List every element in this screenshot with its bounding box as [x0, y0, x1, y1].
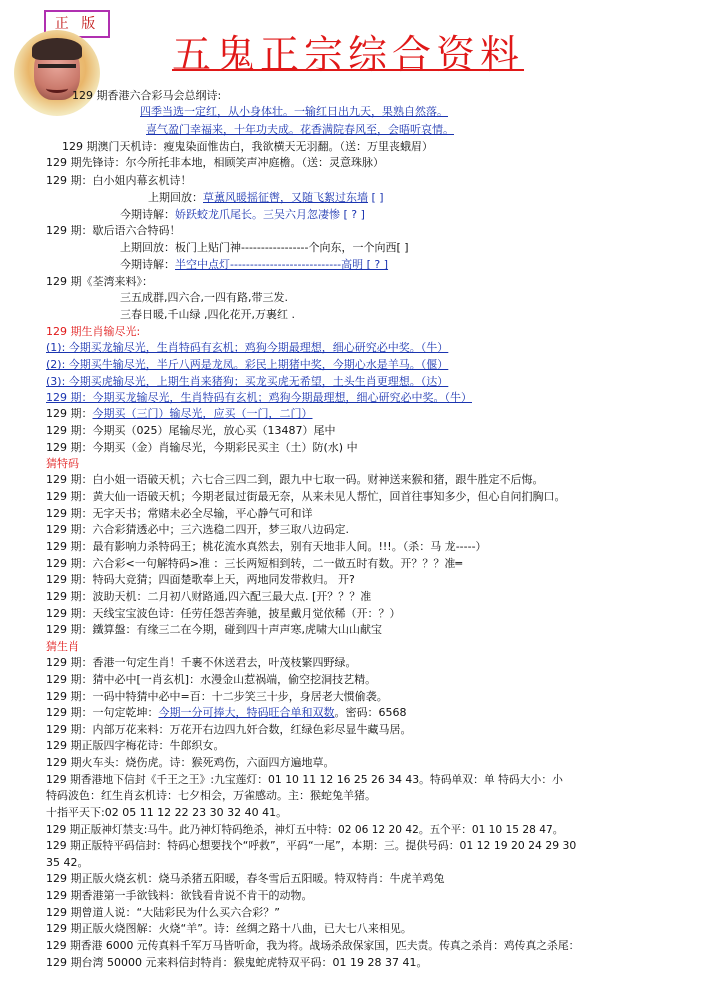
doc-line-07-answer: [ ] [371, 191, 384, 204]
doc-line-06: 129 期：白小姐内幕玄机诗！ [46, 174, 192, 187]
doc-line-14: 三春日暖,千山绿 ,四化花开,万裹红 . [120, 308, 295, 321]
doc-line-17: (2): 今期买牛输尽光，半斤八两是龙凤。彩民上期猪中奖，今期心水是羊马。（偃） [46, 358, 449, 371]
doc-line-25: 129 期：黄大仙一语破天机；今期老鼠过街最无奈，从来未见人帮忙，回首往事知多少，但心自问扪胸口。 [46, 490, 566, 503]
doc-line-07-label: 上期回放： [148, 191, 203, 204]
doc-line-11-label: 今期诗解： [120, 258, 175, 271]
doc-line-18: (3): 今期买虎输尽光，上期生肖来猪狗；买龙买虎无希望，土头生肖更理想。（达） [46, 375, 449, 388]
doc-line-01: 129 期香港六合彩马会总纲诗: [72, 89, 222, 102]
smile-shape [46, 84, 68, 93]
doc-line-38-prefix: 129 期：一句定乾坤： [46, 706, 159, 719]
doc-line-11-riddle: 半空中点灯----------------------------高明 [ ? ] [175, 258, 389, 271]
doc-line-04: 129 期澳门天机诗：瘦鬼染面惟齿白，我欲横天无羽翻。（送：万里丧蛾眉） [62, 140, 433, 153]
doc-line-05: 129 期先锋诗：尔今所托非本地，相顾笑声冲庭檐。（送：灵意珠脉） [46, 156, 384, 169]
doc-line-22: 129 期：今期买（金）肖输尽光，今期彩民买主（土）防(水) 中 [46, 441, 358, 454]
doc-line-38 [46, 705, 407, 721]
doc-line-40: 129 期正版四字梅花诗：牛郎织女。 [46, 739, 225, 752]
doc-line-39: 129 期：内部万花来料：万花开右边四九奸合数，红绿色彩尽显牛藏马居。 [46, 723, 412, 736]
doc-line-20-text: 今期买（三门）输尽光，应买（一门，二门） [92, 407, 313, 420]
doc-line-11 [120, 257, 388, 273]
doc-line-03: 喜气盈门幸福来，十年功夫成。花香满院春风至，会晤听哀情。 [146, 123, 454, 136]
doc-line-13: 三五成群,四六合,一四有路,带三发. [120, 291, 288, 304]
doc-line-07 [148, 190, 384, 206]
doc-line-51: 129 期正版火烧图解：火烧“羊”。诗：丝绸之路十八曲，已大七八来相见。 [46, 922, 412, 935]
doc-line-49: 129 期香港第一手欲钱料：欲钱看肯说不肯干的动物。 [46, 889, 313, 902]
doc-line-08-answer: [ ? ] [343, 208, 365, 221]
doc-line-48: 129 期正版火烧玄机：烧马杀猪五阳暖，春冬雪后五阳暖。特双特肖：牛虎羊鸡兔 [46, 872, 445, 885]
doc-line-20 [46, 406, 313, 422]
doc-line-10: 上期回放：板门上贴门神-----------------个向东，一个向西[ ] [120, 241, 409, 254]
doc-line-24: 129 期：白小姐一语破天机；六七合三四二到，跟九中七取一码。财神送来猴和猪，跟牛胜定不后悔。 [46, 473, 544, 486]
doc-line-26: 129 期：无字天书；常赌未必全尽输，平心静气可和详 [46, 507, 313, 520]
doc-line-52: 129 期香港 6000 元传真料千军万马皆听命，我为将。战场杀敌保家国，匹夫责。传真之杀肖：鸡传真之杀尾： [46, 939, 580, 952]
doc-line-32: 129 期：天线宝宝波色诗：任劳任怨苦奔驰，披星戴月觉依稀（开：？） [46, 607, 401, 620]
doc-line-38-suffix: 。密码：6568 [334, 706, 407, 719]
doc-line-29: 129 期：六合彩<一句解特码>准 ：三长两短相到转，二一做五时有数。开？？？准═ [46, 557, 463, 570]
section-heading-guess-code: 猜特码 [46, 457, 79, 470]
doc-line-02: 四季当选一定红，从小身体壮。一输红日出九天，果熟自然落。 [140, 105, 448, 118]
doc-line-42: 129 期香港地下信封《千王之王》:九宝莲灯：01 10 11 12 16 25 26 34 43。特码单双：单 特码大小：小 [46, 773, 563, 786]
doc-line-19: 129 期：今期买龙输尽光，生肖特码有玄机；鸡狗今期最理想，细心研究必中奖。（牛） [46, 391, 472, 404]
section-heading-zodiac-lose: 129 期生肖输尽光: [46, 325, 141, 338]
hair-shape [32, 38, 82, 60]
doc-line-09: 129 期：歇后语六合特码！ [46, 224, 181, 237]
doc-line-33: 129 期：鐵算盤：有缘三二在今期，碰到四十声声寒,虎啸大山山献宝 [46, 623, 382, 636]
doc-line-43: 特码波色：红生肖玄机诗：七夕相会，万雀感动。主：猴蛇兔羊猪。 [46, 789, 376, 802]
doc-line-53: 129 期台湾 50000 元来料信封特肖：猴鬼蛇虎特双平码：01 19 28 37 41。 [46, 956, 428, 969]
doc-line-44: 十指平天下:02 05 11 12 22 23 30 32 40 41。 [46, 806, 288, 819]
doc-line-36: 129 期：猜中必中[一肖玄机]：水漫金山惹祸端，偷空挖洞技艺精。 [46, 673, 377, 686]
doc-line-30: 129 期：特码大竞猜；四面楚歌奉上天，两地同发带救归。 开? [46, 573, 355, 586]
doc-line-47: 35 42。 [46, 856, 89, 869]
glasses-shape [38, 64, 76, 76]
doc-line-50: 129 期曾道人说：“大陆彩民为什么买六合彩？” [46, 906, 280, 919]
section-heading-guess-zodiac: 猜生肖 [46, 640, 79, 653]
doc-line-31: 129 期：波助天机：二月初八财路通,四六配三最大点. [开？？？准 [46, 590, 372, 603]
doc-line-08-poem: 娇跃蛟龙爪尾长。三吴六月忽凄惨 [175, 208, 340, 221]
doc-line-37: 129 期：一码中特猜中必中=百：十二步笑三十步，身居老大惯偷袭。 [46, 690, 388, 703]
doc-line-12: 129 期《荃湾来料》： [46, 275, 153, 288]
doc-line-46: 129 期正版特平码信封：特码心想要找个“呼救”，平码“一尾”，本期：三。提供号码：01 12 19 20 24 29 30 [46, 839, 577, 852]
doc-line-28: 129 期：最有影响力杀特码王；桃花流水真然去，别有天地非人间。!!!。（杀：马 龙-----） [46, 540, 487, 553]
doc-line-16: (1): 今期买龙输尽光，生肖特码有玄机；鸡狗今期最理想，细心研究必中奖。（牛） [46, 341, 449, 354]
doc-line-07-poem: 草薰风暖摇征辔，又随飞絮过东墙 [203, 191, 368, 204]
doc-line-38-highlight: 今期一分可捧大，特码旺合单和双数 [158, 706, 335, 719]
doc-line-21: 129 期：今期买（025）尾输尽光，放心买（13487）尾中 [46, 424, 336, 437]
page-title: 五鬼正宗综合资料 [172, 33, 525, 78]
doc-line-27: 129 期：六合彩猜透必中；三六选稳二四开，梦三取八边码定. [46, 523, 349, 536]
doc-line-08-label: 今期诗解： [120, 208, 175, 221]
doc-line-41: 129 期火车头：烧伤虎。诗：猴死鸡伤，六面四方遍地草。 [46, 756, 335, 769]
doc-line-20-prefix: 129 期： [46, 407, 93, 420]
doc-line-35: 129 期：香港一句定生肖！千裹不休送君去，叶茂枝繁四野绿。 [46, 656, 357, 669]
doc-line-08 [120, 207, 365, 223]
genuine-badge: 正 版 [44, 10, 110, 38]
doc-line-45: 129 期正版神灯禁支:马牛。此乃神灯特码绝杀，神灯五中特：02 06 12 20 42。五个平：01 10 15 28 47。 [46, 824, 564, 836]
